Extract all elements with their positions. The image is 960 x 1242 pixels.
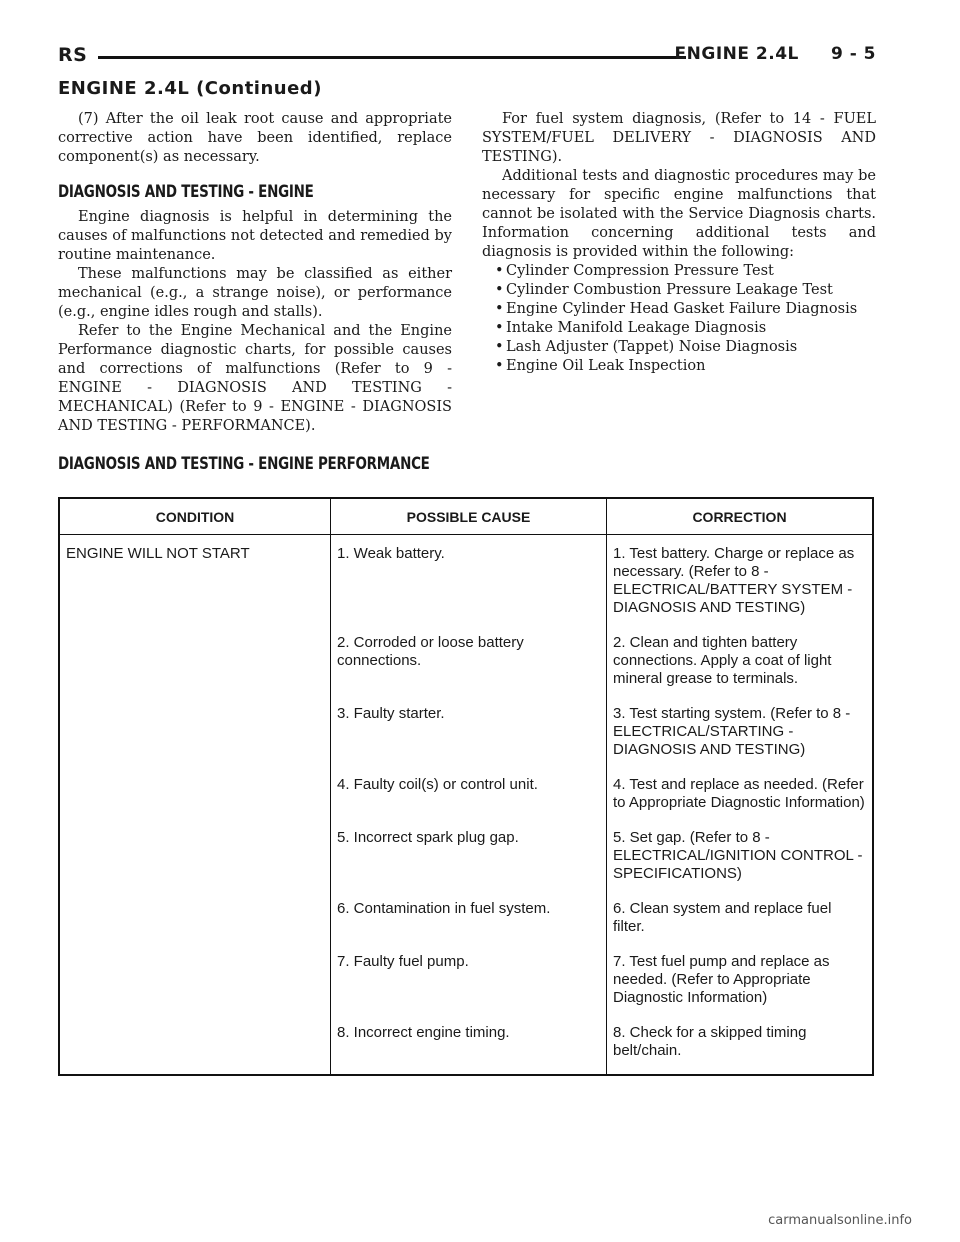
header-rule xyxy=(98,56,686,59)
cause-cell: 6. Contamination in fuel system. xyxy=(331,897,607,950)
table-row xyxy=(59,1021,873,1075)
table-row xyxy=(59,826,873,897)
condition-cell xyxy=(59,950,331,1021)
table-row xyxy=(59,897,873,950)
bullet-icon: • xyxy=(495,301,504,317)
table-header-row xyxy=(59,498,873,535)
engine-performance-table xyxy=(58,497,874,1076)
list-item: • Engine Cylinder Head Gasket Failure Diagnosis xyxy=(495,301,858,317)
correction-cell: 2. Clean and tighten battery connections. Apply a coat of light mineral grease to terminals. xyxy=(607,631,874,702)
cause-cell: 8. Incorrect engine timing. xyxy=(331,1021,607,1075)
condition-cell xyxy=(59,897,331,950)
condition-cell: ENGINE WILL NOT START xyxy=(66,545,250,562)
cause-cell: 4. Faulty coil(s) or control unit. xyxy=(331,773,607,826)
table-row xyxy=(59,773,873,826)
cause-cell: 3. Faulty starter. xyxy=(331,702,607,773)
bullet-icon: • xyxy=(495,358,504,374)
column-header-cause: POSSIBLE CAUSE xyxy=(331,498,607,535)
cause-cell: 2. Corroded or loose battery connections. xyxy=(331,631,607,702)
correction-cell: 1. Test battery. Charge or replace as necessary. (Refer to 8 - ELECTRICAL/BATTERY SYSTEM - DIAGNOSIS AND TESTING) xyxy=(607,535,874,632)
bullet-icon: • xyxy=(495,282,504,298)
continued-heading: ENGINE 2.4L (Continued) xyxy=(58,78,322,99)
condition-cell xyxy=(59,1021,331,1075)
paragraph: These malfunctions may be classified as either mechanical (e.g., a strange noise), or performance (e.g., engine idles rough and stalls). xyxy=(58,266,452,320)
list-item: • Lash Adjuster (Tappet) Noise Diagnosis xyxy=(495,339,798,355)
list-item: • Engine Oil Leak Inspection xyxy=(495,358,706,374)
correction-cell: 3. Test starting system. (Refer to 8 - ELECTRICAL/STARTING - DIAGNOSIS AND TESTING) xyxy=(607,702,874,773)
paragraph: For fuel system diagnosis, (Refer to 14 - FUEL SYSTEM/FUEL DELIVERY - DIAGNOSIS AND TESTING). xyxy=(482,111,876,165)
section-heading-engine: DIAGNOSIS AND TESTING - ENGINE xyxy=(58,182,314,202)
header-right-label: ENGINE 2.4L 9 - 5 xyxy=(674,44,876,64)
correction-cell: 5. Set gap. (Refer to 8 - ELECTRICAL/IGNITION CONTROL - SPECIFICATIONS) xyxy=(607,826,874,897)
condition-cell xyxy=(59,773,331,826)
condition-cell xyxy=(59,702,331,773)
bullet-icon: • xyxy=(495,339,504,355)
paragraph: Refer to the Engine Mechanical and the Engine Performance diagnostic charts, for possible causes and corrections of malfunctions (Refer to 9 - ENGINE - DIAGNOSIS AND TESTING - MECHANICAL) (Refer to 9 - ENGINE - DIAGNOSIS AND TESTING - PERFORMANCE). xyxy=(58,323,452,434)
left-column xyxy=(58,110,452,436)
condition-cell xyxy=(59,826,331,897)
page-header xyxy=(58,44,876,74)
list-item: • Intake Manifold Leakage Diagnosis xyxy=(495,320,767,336)
cause-cell: 5. Incorrect spark plug gap. xyxy=(331,826,607,897)
step-7-paragraph: (7) After the oil leak root cause and appropriate corrective action have been identified, replace component(s) as necessary. xyxy=(58,111,452,165)
table-title: DIAGNOSIS AND TESTING - ENGINE PERFORMANCE xyxy=(58,454,430,474)
list-item: • Cylinder Compression Pressure Test xyxy=(495,263,774,279)
table-row xyxy=(59,535,873,632)
table-row xyxy=(59,631,873,702)
column-header-condition: CONDITION xyxy=(59,498,331,535)
cause-cell: 7. Faulty fuel pump. xyxy=(331,950,607,1021)
bullet-icon: • xyxy=(495,320,504,336)
condition-cell xyxy=(59,631,331,702)
paragraph: Engine diagnosis is helpful in determining the causes of malfunctions not detected and remedied by routine maintenance. xyxy=(58,209,452,263)
header-left-label: RS xyxy=(58,44,88,66)
bullet-icon: • xyxy=(495,263,504,279)
paragraph: Additional tests and diagnostic procedures may be necessary for specific engine malfunctions that cannot be isolated with the Service Diagnosis charts. Information concerning additional tests and diagnosis is provided within the following: xyxy=(482,168,876,260)
column-header-correction: CORRECTION xyxy=(607,498,874,535)
table-row xyxy=(59,702,873,773)
test-list xyxy=(482,262,876,376)
correction-cell: 4. Test and replace as needed. (Refer to Appropriate Diagnostic Information) xyxy=(607,773,874,826)
table-row xyxy=(59,950,873,1021)
correction-cell: 6. Clean system and replace fuel filter. xyxy=(607,897,874,950)
list-item: • Cylinder Combustion Pressure Leakage Test xyxy=(495,282,833,298)
watermark-text: carmanualsonline.info xyxy=(768,1213,912,1228)
correction-cell: 8. Check for a skipped timing belt/chain. xyxy=(607,1021,874,1075)
cause-cell: 1. Weak battery. xyxy=(331,535,607,632)
right-column xyxy=(482,110,876,376)
correction-cell: 7. Test fuel pump and replace as needed. (Refer to Appropriate Diagnostic Information) xyxy=(607,950,874,1021)
